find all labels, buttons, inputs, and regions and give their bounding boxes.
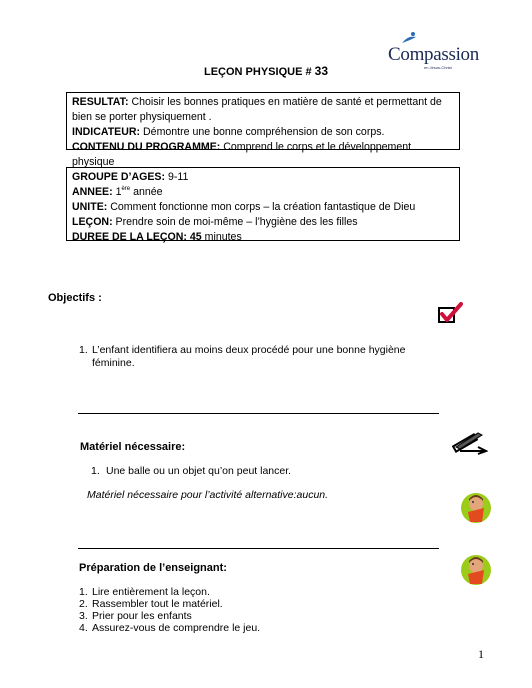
character-avatar-icon xyxy=(460,490,492,526)
resultat-text: Choisir les bonnes pratiques en matière de santé et permettant de bien se porter physiquement . xyxy=(72,96,442,123)
annee-text: année xyxy=(130,186,163,198)
prep-item-num-4: 4. xyxy=(79,622,88,634)
character-avatar-icon-2 xyxy=(460,552,492,588)
groupe-label: GROUPE D’AGES: xyxy=(72,171,166,183)
annee-line xyxy=(72,185,454,200)
annee-label: ANNEE: xyxy=(72,186,113,198)
materiel-alternative: Matériel nécessaire pour l’activité alternative:aucun. xyxy=(87,489,329,501)
prep-item-num-2: 2. xyxy=(79,598,88,610)
resultat-line xyxy=(72,95,454,125)
outcome-box xyxy=(66,92,460,168)
duree-text: minutes xyxy=(201,231,242,243)
contenu-line xyxy=(72,140,454,170)
annee-num: 1 xyxy=(112,186,122,198)
divider-1 xyxy=(78,413,439,414)
unite-label: UNITE: xyxy=(72,201,108,213)
divider-2 xyxy=(78,548,439,549)
page-number: 1 xyxy=(478,647,484,661)
materiel-heading: Matériel nécessaire: xyxy=(80,441,186,453)
groupe-line xyxy=(72,170,454,185)
objectif-item-line1: L’enfant identifiera au moins deux procédé pour une bonne hygiène xyxy=(92,344,406,356)
prep-item-text-2: Rassembler tout le matériel. xyxy=(92,598,223,610)
indicateur-line xyxy=(72,125,454,140)
contenu-text: Comprend le corps et le développement physique xyxy=(72,141,412,168)
logo-text: Compassion xyxy=(388,44,479,65)
lecon-line xyxy=(72,215,454,230)
prep-item-text-4: Assurez-vous de comprendre le jeu. xyxy=(92,622,261,634)
duree-num: 45 xyxy=(186,231,202,243)
duree-line xyxy=(72,230,454,245)
materiel-item-text: Une balle ou un objet qu’on peut lancer. xyxy=(106,465,292,477)
groupe-text: 9-11 xyxy=(165,171,189,183)
lecon-label: LEÇON: xyxy=(72,216,113,228)
logo-tagline: en Jésus-Christ xyxy=(424,65,452,70)
indicateur-label: INDICATEUR: xyxy=(72,126,141,138)
lesson-number: 33 xyxy=(314,64,328,78)
lecon-text: Prendre soin de moi-même – l’hygiène des les filles xyxy=(112,216,358,228)
resultat-label: RESULTAT: xyxy=(72,96,129,108)
preparation-heading: Préparation de l’enseignant: xyxy=(79,562,227,574)
unite-line xyxy=(72,200,454,215)
objectif-item-num: 1. xyxy=(79,344,88,356)
duree-label: DUREE DE LA LEÇON: xyxy=(72,231,187,243)
objectifs-heading: Objectifs : xyxy=(48,292,102,304)
title-prefix: LEÇON PHYSIQUE # xyxy=(204,66,315,78)
prep-item-text-3: Prier pour les enfants xyxy=(92,610,192,622)
prep-item-num-1: 1. xyxy=(79,586,88,598)
pencil-ruler-icon xyxy=(452,427,488,455)
objectif-item-line2: féminine. xyxy=(92,357,135,369)
checkmark-box-icon xyxy=(437,302,463,328)
prep-item-text-1: Lire entièrement la leçon. xyxy=(92,586,210,598)
prep-item-num-3: 3. xyxy=(79,610,88,622)
unite-text: Comment fonctionne mon corps – la création fantastique de Dieu xyxy=(107,201,416,213)
materiel-item-num: 1. xyxy=(91,465,100,477)
annee-sup: ère xyxy=(121,186,131,192)
page-title xyxy=(0,64,532,78)
contenu-label: CONTENU DU PROGRAMME: xyxy=(72,141,221,153)
indicateur-text: Démontre une bonne compréhension de son corps. xyxy=(140,126,385,138)
lesson-info-box xyxy=(66,167,460,241)
